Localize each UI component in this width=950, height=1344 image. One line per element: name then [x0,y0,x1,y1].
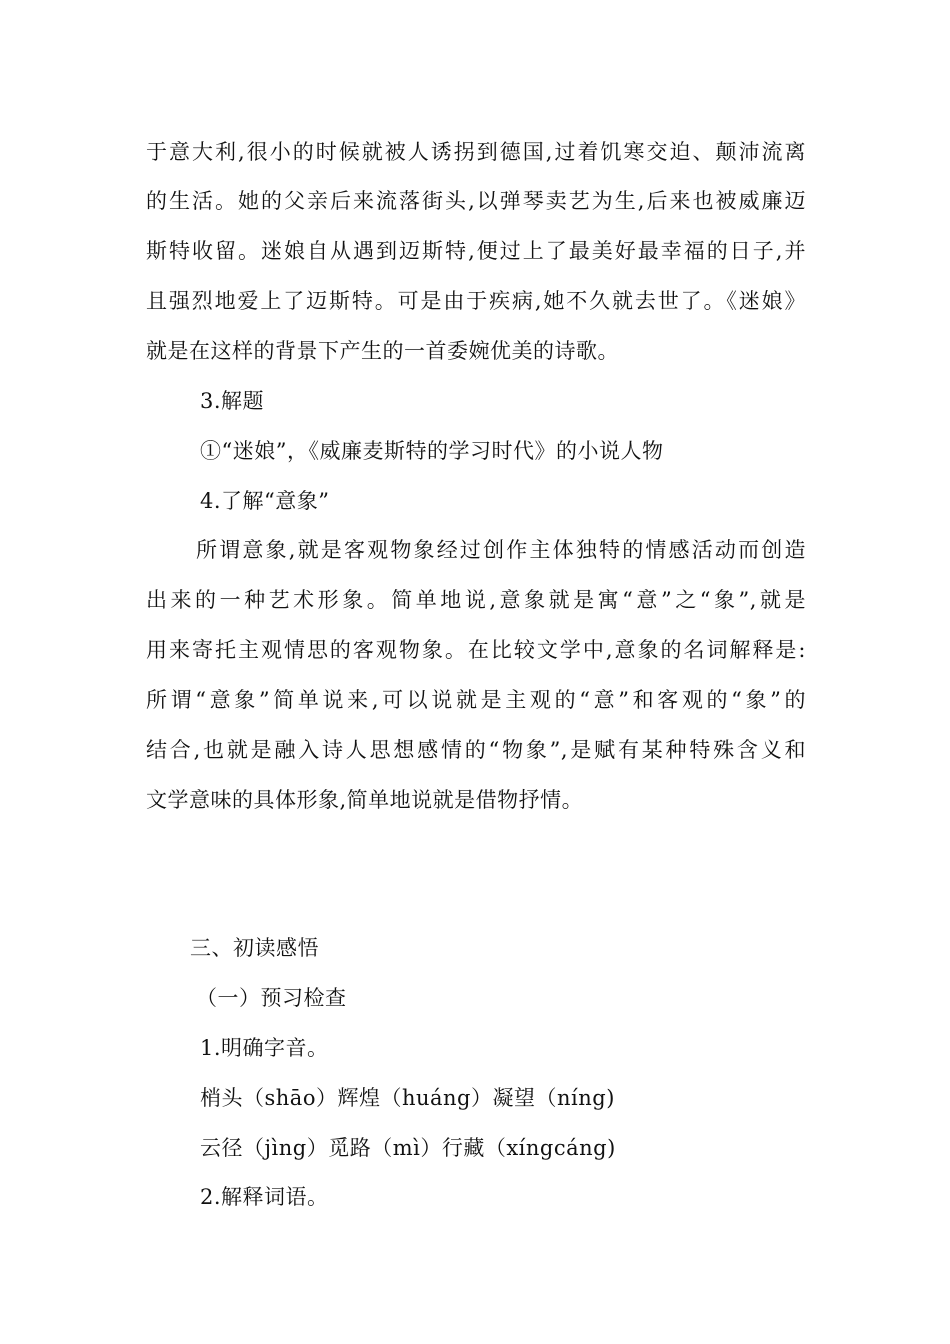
para1-line-1: 于意大利,很小的时候就被人诱拐到德国,过着饥寒交迫、颠沛流离 [146,140,806,164]
task-1-pronunciation: 1.明确字音。 [200,1036,329,1060]
item-1-mignon: ①“迷娘”，《威廉麦斯特的学习时代》的小说人物 [200,439,664,463]
para2-line-3: 用来寄托主观情思的客观物象。在比较文学中,意象的名词解释是: [146,638,806,662]
para2-line-2: 出来的一种艺术形象。简单地说,意象就是寓“意”之“象”,就是 [146,588,806,612]
task-2-vocabulary: 2.解释词语。 [200,1185,329,1209]
heading-3-solve: 3.解题 [200,389,265,413]
para2-line-1: 所谓意象,就是客观物象经过创作主体独特的情感活动而创造 [196,538,806,562]
heading-4-imagery: 4.了解“意象” [200,489,330,513]
para1-line-5: 就是在这样的背景下产生的一首委婉优美的诗歌。 [146,339,619,363]
para1-line-2: 的生活。她的父亲后来流落街头,以弹琴卖艺为生,后来也被威廉迈 [146,189,806,213]
section-3-title: 三、初读感悟 [190,936,319,960]
pinyin-line-2: 云径（jìng）觅路（mì）行藏（xíngcáng) [200,1136,616,1160]
para1-line-4: 且强烈地爱上了迈斯特。可是由于疾病,她不久就去世了。《迷娘》 [146,289,806,313]
para2-line-4: 所谓“意象”简单说来,可以说就是主观的“意”和客观的“象”的 [146,688,806,712]
para2-line-5: 结合,也就是融入诗人思想感情的“物象”,是赋有某种特殊含义和 [146,738,806,762]
subsection-1-title: （一）预习检查 [196,986,347,1010]
pinyin-line-1: 梢头（shāo）辉煌（huáng）凝望（níng) [200,1086,615,1110]
para1-line-3: 斯特收留。迷娘自从遇到迈斯特,便过上了最美好最幸福的日子,并 [146,239,806,263]
para2-line-6: 文学意味的具体形象,简单地说就是借物抒情。 [146,788,584,812]
